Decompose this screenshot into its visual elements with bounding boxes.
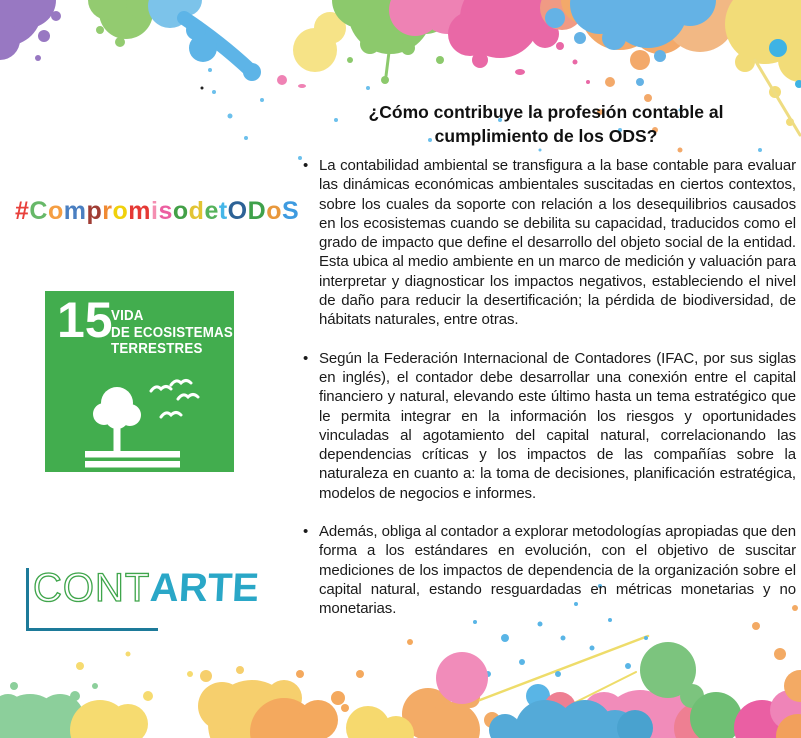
sdg-title bbox=[111, 308, 233, 358]
hashtag-letter: e bbox=[204, 197, 219, 225]
logo-bracket bbox=[26, 568, 29, 630]
tree-and-birds-icon bbox=[75, 377, 205, 469]
logo-cont: CONT bbox=[33, 566, 151, 610]
hashtag-letter: o bbox=[47, 197, 64, 225]
page-title bbox=[299, 101, 793, 148]
hashtag-letter: C bbox=[29, 197, 48, 225]
hashtag-letter: m bbox=[63, 197, 87, 225]
sdg-title-line: TERRESTRES bbox=[111, 341, 203, 357]
bullet-list bbox=[302, 156, 796, 638]
bullet-item: • Además, obliga al contador a explorar metodologías apropiadas que den forma a los estándares en evolución, con el objetivo de suscitar mediciones de los impactos de dependencia de la organización sobre el capital natural, estando resguardadas en métricas monetarias y no monetarias. bbox=[302, 522, 796, 618]
page-title-line-2: cumplimiento de los ODS? bbox=[434, 125, 658, 146]
hashtag-letter: o bbox=[112, 197, 129, 225]
logo-bracket bbox=[26, 628, 158, 631]
hashtag-letter: s bbox=[158, 197, 173, 225]
hashtag-letter: S bbox=[281, 197, 300, 225]
hashtag-letter: m bbox=[128, 197, 152, 225]
hashtag-letter: d bbox=[188, 197, 205, 225]
hashtag-letter: D bbox=[247, 197, 267, 225]
hashtag-letter: o bbox=[266, 197, 282, 225]
hashtag-letter: O bbox=[227, 197, 248, 225]
hashtag-letter: o bbox=[172, 197, 189, 225]
hashtag-letter: # bbox=[15, 197, 30, 225]
hashtag-letter: p bbox=[86, 197, 103, 225]
logo-text bbox=[33, 568, 259, 608]
sdg-title-line: VIDA bbox=[111, 308, 144, 324]
bullet-item: • Según la Federación Internacional de Contadores (IFAC, por sus siglas en inglés), el contador debe desarrollar una conexión entre el capital financiero y natural, elevando este último hasta un tema estratégico que le permita integrar en la información los riesgos y oportunidades vinculadas al agotamiento del capital natural, correlacionando las dependencias críticas y los impactos de las compañías sobre la naturaleza en cuanto a: la toma de decisiones, planificación estratégica, modelos de negocios e informes. bbox=[302, 349, 796, 503]
bullet-item: • La contabilidad ambiental se transfigura a la base contable para evaluar las dinámicas económicas ambientales suscitadas en ciertos contextos, sobre los cuales da soporte con relación a los desequilibrios causados en los ecosistemas cuando se debilita su capacidad, traducidos como el grado de impacto que define el desarrollo del objeto social de la entidad. Esta ubica al medio ambiente en un marco de medición y valuación para interpretar y diagnosticar los impactos negativos, estableciendo el nivel de daño para reducir la desertificación; la pérdida de biodiversidad, de hábitats naturales, entre otras. bbox=[302, 156, 796, 330]
sdg-title-line: DE ECOSISTEMAS bbox=[111, 324, 233, 341]
contarte-logo bbox=[24, 558, 259, 642]
hashtag-letter: t bbox=[218, 197, 228, 225]
hashtag-letter: r bbox=[102, 197, 113, 225]
logo-arte: ARTE bbox=[149, 566, 261, 610]
sdg-15-badge bbox=[45, 291, 234, 472]
hashtag bbox=[15, 197, 299, 226]
sdg-number: 15 bbox=[57, 292, 113, 348]
hashtag-letter: i bbox=[151, 197, 159, 225]
page-title-line-1: ¿Cómo contribuye la profesión contable al bbox=[368, 102, 724, 122]
